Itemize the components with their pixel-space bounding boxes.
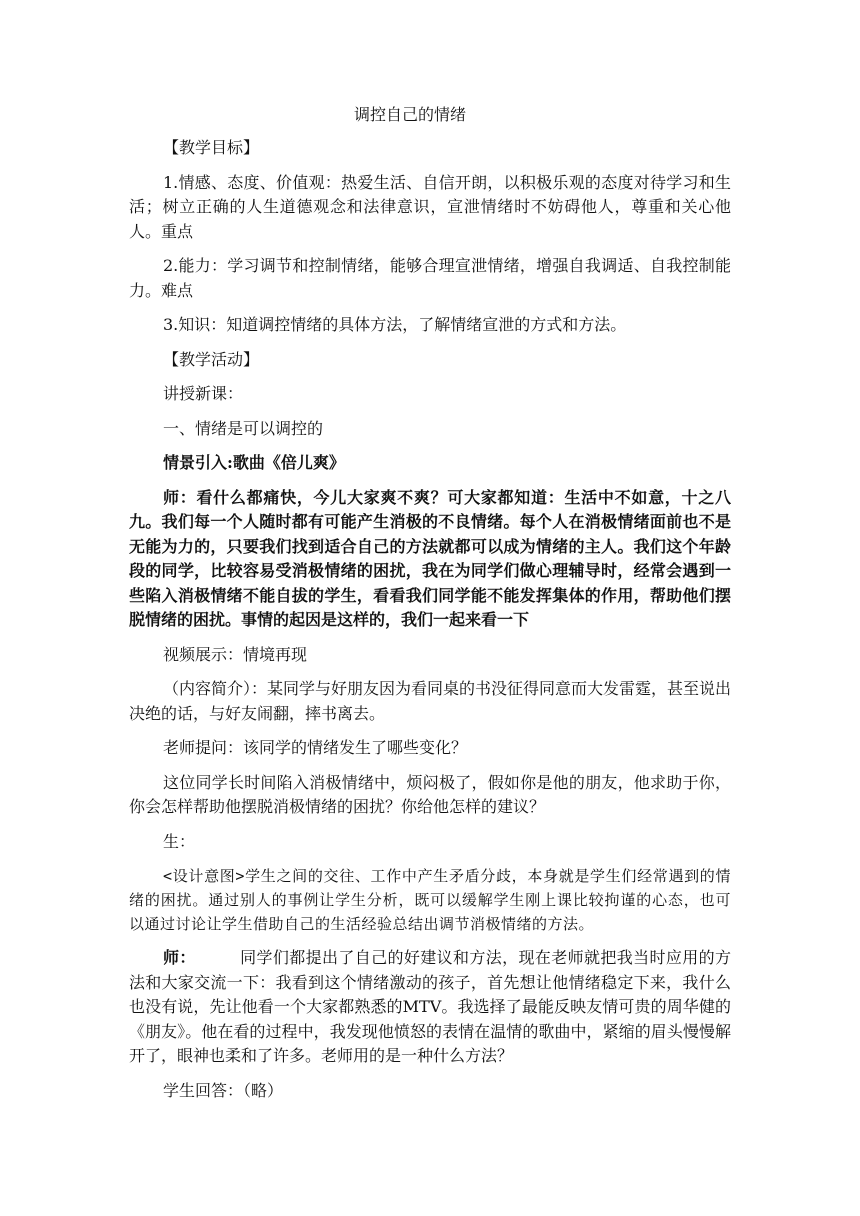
teacher-method: 同学们都提出了自己的好建议和方法，现在老师就把我当时应用的方法和大家交流一下：我看到这个情绪激动的孩子，首先想让他情绪稳定下来，我什么也没有说，先让他看一个大家都熟悉的MTV。我选择了最能反映友情可贵的周华健的《朋友》。他在看的过程中，我发现他愤怒的表情在温情的歌曲中，紧缩的眉头慢慢解开了，眼神也柔和了许多。老师用的是一种什么方法？ xyxy=(129,948,731,1065)
goal-item-3: 3.知识：知道调控情绪的具体方法，了解情绪宣泄的方式和方法。 xyxy=(163,315,627,334)
teacher-method-paragraph xyxy=(129,946,731,1069)
teacher-question: 老师提问：该同学的情绪发生了哪些变化？ xyxy=(163,738,468,757)
help-question: 这位同学长时间陷入消极情绪中，烦闷极了，假如你是他的朋友，他求助于你，你会怎样帮助他摆脱消极情绪的困扰？你给他怎样的建议？ xyxy=(129,772,731,816)
design-intent: <设计意图>学生之间的交往、工作中产生矛盾分歧，本身就是学生们经常遇到的情绪的困扰。通过别人的事例让学生分析，既可以缓解学生刚上课比较拘谨的心态，也可以通过讨论让学生借助自己的生活经验总结出调节消极情绪的方法。 xyxy=(129,867,731,933)
teacher-speech: 师：看什么都痛快，今儿大家爽不爽？可大家都知道：生活中不如意，十之八九。我们每一个人随时都有可能产生消极的不良情绪。每个人在消极情绪面前也不是无能为力的，只要我们找到适合自己的方法就都可以成为情绪的主人。我们这个年龄段的同学，比较容易受消极情绪的困扰，我在为同学们做心理辅导时，经常会遇到一些陷入消极情绪不能自拔的学生，看看我们同学能不能发挥集体的作用，帮助他们摆脱情绪的困扰。事情的起因是这样的，我们一起来看一下 xyxy=(129,487,731,629)
teacher-label: 师： xyxy=(163,948,196,967)
video-show: 视频展示：情境再现 xyxy=(163,644,308,664)
student-label: 生： xyxy=(163,831,196,851)
goal-item-1: 1.情感、态度、价值观：热爱生活、自信开朗，以积极乐观的态度对待学习和生活；树立正确的人生道德观念和法律意识，宣泄情绪时不妨碍他人，尊重和关心他人。重点 xyxy=(129,172,731,241)
lecture-new-label: 讲授新课： xyxy=(163,384,244,403)
page-title: 调控自己的情绪 xyxy=(353,105,466,124)
heading-one: 一、情绪是可以调控的 xyxy=(163,418,324,438)
document-body xyxy=(129,136,731,1113)
content-summary: （内容简介）：某同学与好朋友因为看同桌的书没征得同意而大发雷霆，甚至说出决绝的话，与好友闹翻，摔书离去。 xyxy=(129,679,732,723)
section-heading-goals: 【教学目标】 xyxy=(163,138,260,157)
scene-intro: 情景引入:歌曲《倍儿爽》 xyxy=(163,453,345,472)
section-heading-activities: 【教学活动】 xyxy=(163,349,260,369)
goal-item-2: 2.能力：学习调节和控制情绪，能够合理宣泄情绪，增强自我调适、自我控制能力。难点 xyxy=(129,256,731,300)
student-answer: 学生回答：（略） xyxy=(163,1080,284,1100)
